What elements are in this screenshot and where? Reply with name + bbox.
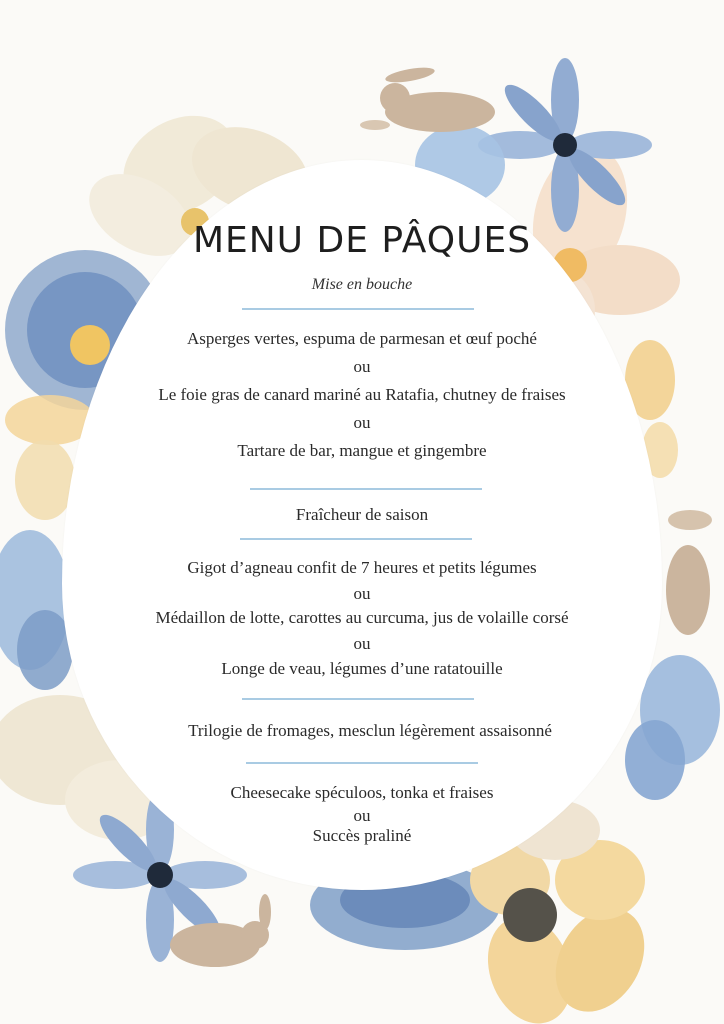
entree-option-3: Tartare de bar, mangue et gingembre — [237, 441, 487, 460]
fraicheur-de-saison: Fraîcheur de saison — [295, 505, 429, 524]
dessert-option-1: Cheesecake spéculoos, tonka et fraises — [230, 783, 494, 802]
plat-option-1: Gigot d’agneau confit de 7 heures et petits légumes — [187, 558, 537, 577]
dessert-option-2: Succès praliné — [312, 826, 412, 845]
divider-4 — [242, 698, 474, 700]
dessert-or: ou — [353, 806, 371, 825]
entree-or-2: ou — [353, 413, 371, 432]
plat-option-3: Longe de veau, légumes d’une ratatouille — [221, 659, 503, 678]
menu-title: MENU DE PÂQUES — [192, 220, 532, 261]
plat-option-2: Médaillon de lotte, carottes au curcuma, jus de volaille corsé — [155, 608, 569, 627]
divider-2 — [250, 488, 482, 490]
divider-5 — [246, 762, 478, 764]
divider-3 — [240, 538, 472, 540]
divider-1 — [242, 308, 474, 310]
rabbit-right — [666, 510, 712, 635]
menu-subtitle: Mise en bouche — [311, 276, 413, 293]
entree-option-1: Asperges vertes, espuma de parmesan et œuf poché — [187, 329, 537, 348]
entree-or-1: ou — [353, 357, 371, 376]
entree-option-2: Le foie gras de canard mariné au Ratafia, chutney de fraises — [158, 385, 566, 404]
plat-or-1: ou — [353, 584, 371, 603]
plat-or-2: ou — [353, 634, 371, 653]
menu-content — [62, 0, 662, 1024]
fromages: Trilogie de fromages, mesclun légèrement assaisonné — [188, 721, 552, 740]
